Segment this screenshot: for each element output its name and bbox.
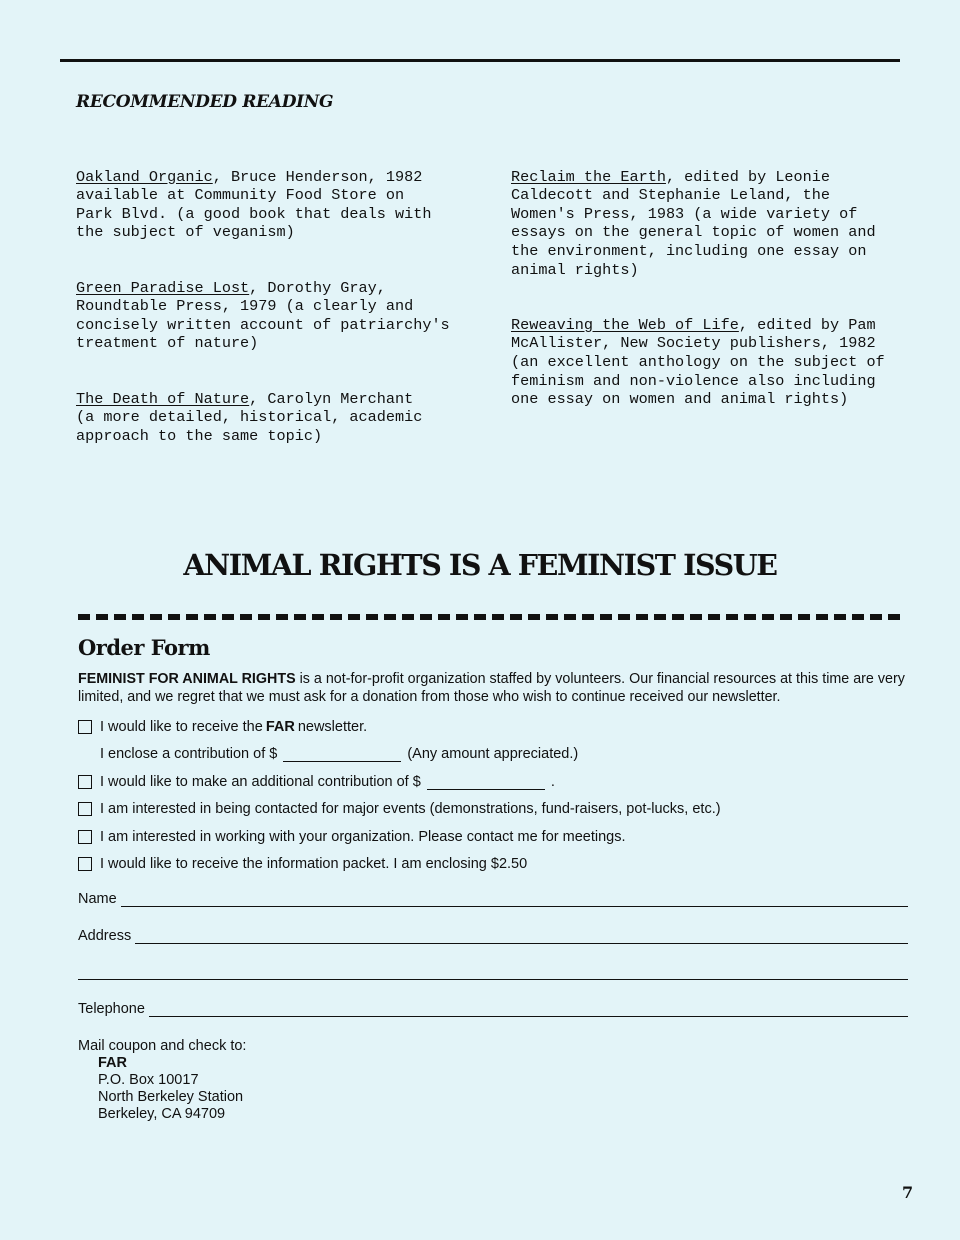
book-title: Reclaim the Earth — [511, 167, 666, 186]
events-checkbox[interactable] — [78, 802, 92, 816]
book-entry — [511, 168, 911, 280]
option-label-bold: FAR — [265, 719, 295, 735]
telephone-label: Telephone — [78, 1001, 145, 1017]
reading-right-column — [511, 149, 911, 445]
additional-contribution-checkbox[interactable] — [78, 775, 92, 789]
address-label: Address — [78, 928, 132, 944]
contribution-label: I enclose a contribution of $ — [100, 746, 278, 762]
name-input[interactable] — [121, 894, 908, 907]
book-details: , Bruce Henderson, 1982 available at Community Food Store on Park Blvd. (a good book that deals with the subject of veganism) — [76, 167, 432, 242]
book-title: Reweaving the Web of Life — [511, 315, 739, 334]
order-form-intro — [78, 671, 908, 706]
book-entry — [76, 279, 476, 353]
packet-checkbox[interactable] — [78, 857, 92, 871]
option-newsletter — [78, 718, 367, 736]
book-entry — [76, 390, 476, 446]
mail-box: P.O. Box 10017 — [98, 1072, 199, 1088]
contribution-amount-field[interactable] — [283, 747, 401, 762]
option-label: I would like to receive the — [100, 719, 263, 735]
option-events — [78, 800, 721, 818]
option-label: I would like to receive the information packet. I am enclosing $2.50 — [100, 856, 528, 872]
mail-org: FAR — [98, 1055, 127, 1071]
address-field — [78, 928, 908, 944]
book-title: Green Paradise Lost — [76, 278, 250, 297]
page-number: 7 — [902, 1183, 914, 1202]
book-details: , edited by Leonie Caldecott and Stephanie Leland, the Women's Press, 1983 (a wide variety of essays on the general topic of women and the environment, including one essay on animal rights) — [511, 167, 876, 279]
mail-station: North Berkeley Station — [98, 1089, 244, 1105]
option-label: . — [550, 774, 555, 790]
additional-amount-field[interactable] — [427, 775, 545, 790]
org-name: FEMINIST FOR ANIMAL RIGHTS — [78, 671, 296, 687]
option-label: I would like to make an additional contribution of $ — [100, 774, 421, 790]
contribution-line — [100, 745, 578, 763]
contribution-note: (Any amount appreciated.) — [407, 746, 579, 762]
working-checkbox[interactable] — [78, 830, 92, 844]
telephone-field — [78, 1001, 908, 1017]
intro-text: is a not-for-profit organization staffed by volunteers. Our financial resources at this time are very limited, and we regret that we must ask for a donation from those who wish to continue received our newsletter. — [78, 671, 905, 705]
address-input[interactable] — [135, 931, 908, 944]
option-packet — [78, 855, 527, 873]
book-title: The Death of Nature — [76, 389, 250, 408]
book-entry — [511, 316, 911, 409]
option-additional-contribution — [78, 773, 555, 791]
book-details: , Dorothy Gray, Roundtable Press, 1979 (a clearly and concisely written account of patriarchy's treatment of nature) — [76, 278, 450, 353]
book-details: , Carolyn Merchant (a more detailed, historical, academic approach to the same topic) — [76, 389, 423, 445]
newsletter-checkbox[interactable] — [78, 720, 92, 734]
address-second-line[interactable] — [78, 979, 908, 980]
mail-address — [78, 1055, 246, 1123]
name-label: Name — [78, 891, 117, 907]
mail-heading: Mail coupon and check to: — [78, 1038, 247, 1054]
option-working — [78, 828, 625, 846]
book-title: Oakland Organic — [76, 167, 213, 186]
book-details: , edited by Pam McAllister, New Society publishers, 1982 (an excellent anthology on the subject of feminism and non-violence also including one essay on women and animal rights) — [511, 315, 885, 409]
top-rule — [60, 59, 900, 62]
name-field — [78, 891, 908, 907]
telephone-input[interactable] — [149, 1004, 908, 1017]
mail-city: Berkeley, CA 94709 — [98, 1106, 226, 1122]
banner-headline: ANIMAL RIGHTS IS A FEMINIST ISSUE — [183, 548, 777, 582]
reading-left-column — [76, 149, 476, 482]
option-label: newsletter. — [297, 719, 368, 735]
recommended-reading-heading: RECOMMENDED READING — [76, 92, 334, 112]
order-form-title: Order Form — [78, 635, 210, 660]
mailing-address-block — [78, 1038, 246, 1123]
option-label: I am interested in being contacted for major events (demonstrations, fund-raisers, pot-lucks, etc.) — [100, 801, 721, 817]
book-entry — [76, 168, 476, 242]
option-label: I am interested in working with your organization. Please contact me for meetings. — [100, 829, 626, 845]
dashed-cut-line — [78, 614, 900, 620]
